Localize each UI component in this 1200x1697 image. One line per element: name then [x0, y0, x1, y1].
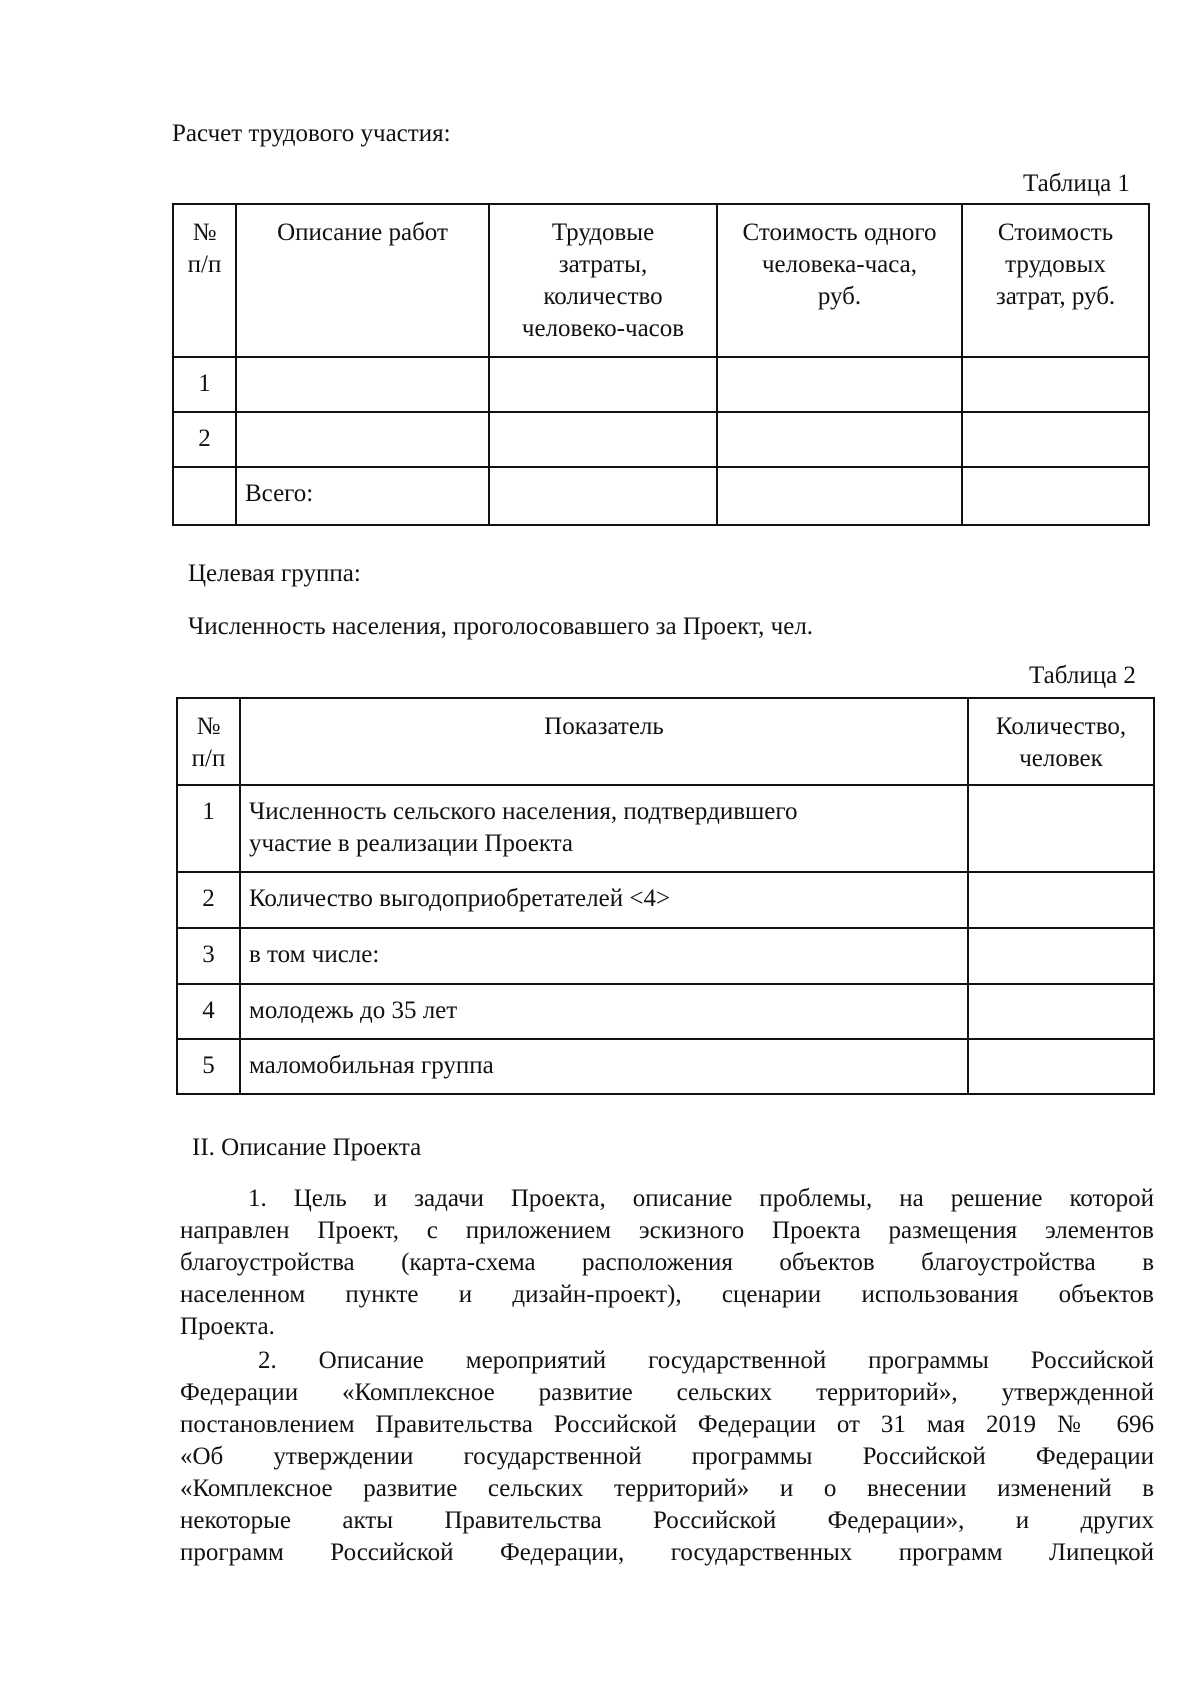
col-header-num-l1: №: [196, 713, 221, 740]
table-row: [173, 412, 1149, 467]
row-work-cell: [236, 357, 489, 412]
total-row: [173, 467, 1149, 525]
row-count-cell: [968, 984, 1154, 1039]
col-header-num-l2: п/п: [191, 745, 226, 772]
total-label: Всего:: [236, 467, 489, 525]
col-header-cost-l3: затрат, руб.: [995, 283, 1116, 310]
col-header-hours-l2: затраты,: [558, 251, 648, 278]
row-num: 4: [177, 984, 240, 1039]
col-header-num-l2: п/п: [187, 251, 222, 278]
col-header-count-l1: Количество,: [995, 713, 1127, 740]
row-hours-cell: [489, 357, 717, 412]
table-row: [177, 984, 1154, 1039]
paragraph-2-line: 2. Описание мероприятий государственной программы Российской: [258, 1347, 1154, 1374]
col-header-rate-l1: Стоимость одного: [742, 219, 937, 246]
row-count-cell: [968, 872, 1154, 928]
table-row: [177, 785, 1154, 872]
paragraph-1-line: населенном пункте и дизайн-проект), сценарии использования объектов: [180, 1281, 1154, 1308]
paragraph-2-line: «Об утверждении государственной программы Российской Федерации: [180, 1443, 1154, 1470]
col-header-hours-l3: количество: [543, 283, 663, 310]
row-work-cell: [236, 412, 489, 467]
row-num: 3: [177, 928, 240, 984]
col-header-indicator-text: Показатель: [544, 713, 664, 740]
row-num: 1: [173, 357, 236, 412]
target-table: [176, 697, 1155, 1095]
col-header-num: [173, 204, 236, 357]
col-header-rate: [717, 204, 962, 357]
target-table-header: [177, 698, 1154, 785]
row-rate-cell: [717, 357, 962, 412]
col-header-cost-l1: Стоимость: [997, 219, 1114, 246]
paragraph-2-line: «Комплексное развитие сельских территорий» и о внесении изменений в: [180, 1475, 1154, 1502]
paragraph-2-line: программ Российской Федерации, государственных программ Липецкой: [180, 1539, 1154, 1566]
labor-table-header: [173, 204, 1149, 357]
row-indicator-l2: участие в реализации Проекта: [249, 830, 573, 857]
row-cost-cell: [962, 357, 1149, 412]
row-indicator-l1: Численность сельского населения, подтвердившего: [249, 798, 798, 825]
paragraph-2-line: Федерации «Комплексное развитие сельских территорий», утвержденной: [180, 1379, 1154, 1406]
col-header-rate-l3: руб.: [817, 283, 862, 310]
paragraph-1-line: 1. Цель и задачи Проекта, описание проблемы, на решение которой: [248, 1185, 1154, 1212]
table-row: [173, 357, 1149, 412]
col-header-count-l2: человек: [1019, 745, 1103, 772]
row-indicator: молодежь до 35 лет: [240, 984, 968, 1039]
row-indicator: [240, 785, 968, 872]
paragraph-1-line: Проекта.: [180, 1313, 275, 1340]
col-header-count: [968, 698, 1154, 785]
col-header-num: [177, 698, 240, 785]
paragraph-2: [180, 1345, 1154, 1569]
paragraph-2-line: некоторые акты Правительства Российской Федерации», и других: [180, 1507, 1154, 1534]
target-subheading: Численность населения, проголосовавшего за Проект, чел.: [188, 613, 814, 640]
row-count-cell: [968, 1039, 1154, 1094]
row-num: 1: [177, 785, 240, 872]
row-indicator: в том числе:: [240, 928, 968, 984]
row-hours-cell: [489, 412, 717, 467]
description-heading: II. Описание Проекта: [192, 1134, 422, 1161]
col-header-indicator: [240, 698, 968, 785]
paragraph-1-line: благоустройства (карта-схема расположения объектов благоустройства в: [180, 1249, 1154, 1276]
total-hours-cell: [489, 467, 717, 525]
total-rate-cell: [717, 467, 962, 525]
col-header-hours: [489, 204, 717, 357]
labor-table: [172, 203, 1150, 526]
row-count-cell: [968, 928, 1154, 984]
target-heading: Целевая группа:: [188, 560, 361, 587]
col-header-cost: [962, 204, 1149, 357]
col-header-work-text: Описание работ: [277, 219, 448, 246]
table-row: [177, 928, 1154, 984]
paragraph-1-line: направлен Проект, с приложением эскизного Проекта размещения элементов: [180, 1217, 1154, 1244]
col-header-hours-l4: человеко-часов: [521, 315, 685, 342]
paragraph-2-line: постановлением Правительства Российской Федерации от 31 мая 2019 № 696: [180, 1411, 1154, 1438]
col-header-num-l1: №: [192, 219, 217, 246]
col-header-hours-l1: Трудовые: [551, 219, 655, 246]
table-row: [177, 1039, 1154, 1094]
row-num: 2: [173, 412, 236, 467]
total-cost-cell: [962, 467, 1149, 525]
row-indicator: Количество выгодоприобретателей <4>: [240, 872, 968, 928]
row-count-cell: [968, 785, 1154, 872]
col-header-work: [236, 204, 489, 357]
table2-caption: Таблица 2: [1029, 662, 1136, 689]
total-row-num-cell: [173, 467, 236, 525]
row-cost-cell: [962, 412, 1149, 467]
row-indicator: маломобильная группа: [240, 1039, 968, 1094]
row-rate-cell: [717, 412, 962, 467]
labor-heading: Расчет трудового участия:: [172, 120, 451, 147]
col-header-cost-l2: трудовых: [1005, 251, 1106, 278]
row-num: 5: [177, 1039, 240, 1094]
table-row: [177, 872, 1154, 928]
row-num: 2: [177, 872, 240, 928]
paragraph-1: [180, 1183, 1154, 1343]
table1-caption: Таблица 1: [1023, 170, 1130, 197]
col-header-rate-l2: человека-часа,: [761, 251, 917, 278]
